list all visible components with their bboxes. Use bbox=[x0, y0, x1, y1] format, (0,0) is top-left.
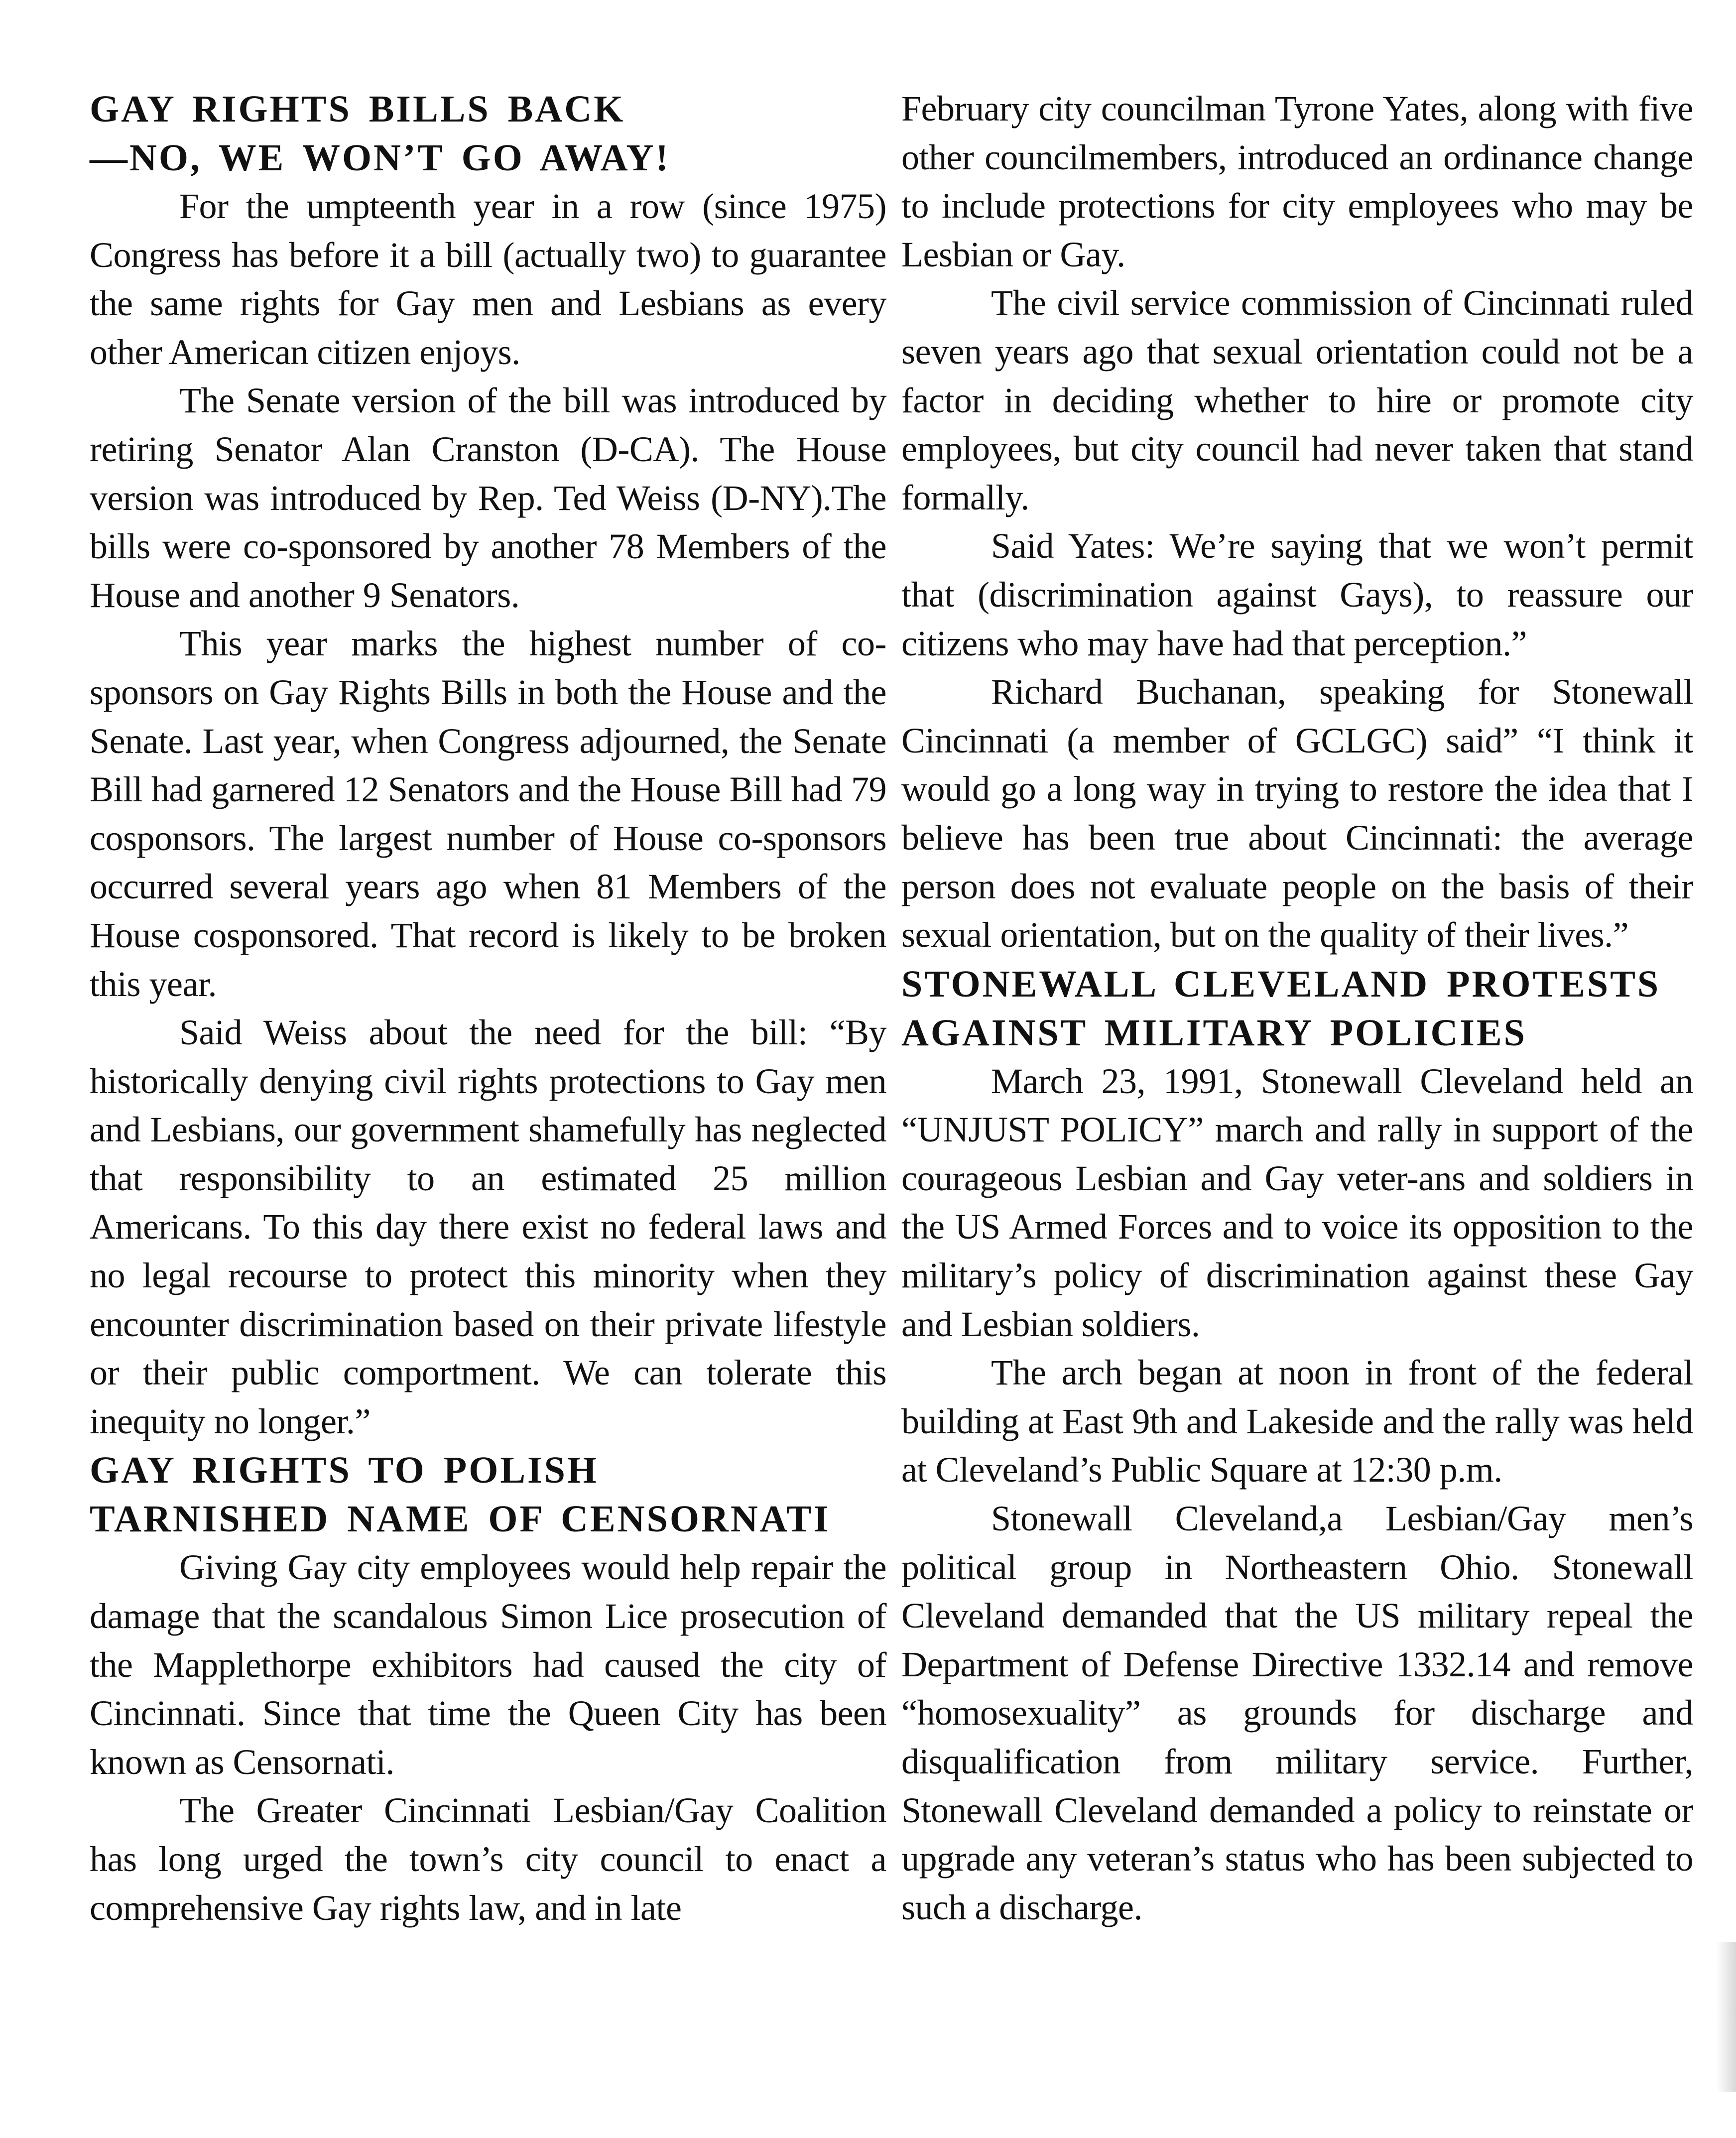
paragraph: The civil service commission of Cincinnati ruled seven years ago that sexual orientation could not be a factor in deciding whether to hire or promote city employees, but city council had never taken that stand formally. bbox=[901, 283, 1693, 517]
headline-line: STONEWALL CLEVELAND PROTESTS bbox=[901, 963, 1661, 1005]
paragraph: Giving Gay city employees would help repair the damage that the scandalous Simon Lice prosecution of the Mapplethorpe exhibitors had caused the city of Cincinnati. Since that time the Queen City has been known as Censornati. bbox=[90, 1547, 886, 1782]
article-stonewall-cleveland bbox=[901, 960, 1693, 1932]
article-censornati-continued bbox=[901, 85, 1693, 960]
paragraph: March 23, 1991, Stonewall Cleveland held an “UNJUST POLICY” march and rally in support of the courageous Lesbian and Gay veter-ans and soldiers in the US Armed Forces and to voice its opposition to the military’s policy of discrimination against these Gay and Lesbian soldiers. bbox=[901, 1061, 1693, 1344]
paragraph: The arch began at noon in front of the federal building at East 9th and Lakeside and the rally was held at Cleveland’s Public Square at 12:30 p.m. bbox=[901, 1353, 1693, 1490]
left-column bbox=[90, 85, 886, 1932]
paragraph: For the umpteenth year in a row (since 1975) Congress has before it a bill (actually two) to guarantee the same rights for Gay men and Lesbians as every other American citizen enjoys. bbox=[90, 186, 886, 372]
headline-line: —NO, WE WON’T GO AWAY! bbox=[90, 137, 670, 179]
article-gay-rights-bills bbox=[90, 85, 886, 1446]
paragraph: Stonewall Cleveland,a Lesbian/Gay men’s political group in Northeastern Ohio. Stonewall Cleveland demanded that the US military repeal the Department of Defense Directive 1332.14 and remove “homosexuality” as grounds for discharge and disqualification from military service. Further, Stonewall Cleveland demanded a policy to reinstate or upgrade any veteran’s status who has been subjected to such a discharge. bbox=[901, 1499, 1693, 1927]
article-censornati bbox=[90, 1446, 886, 1932]
paragraph: Said Weiss about the need for the bill: “By historically denying civil rights protections to Gay men and Lesbians, our government shamefully has neglected that responsibility to an estimated 25 million Americans. To this day there exist no federal laws and no legal recourse to protect this minority when they encounter discrimination based on their private lifestyle or their public comportment. We can tolerate this inequity no longer.” bbox=[90, 1012, 886, 1441]
right-column bbox=[901, 85, 1693, 1932]
paragraph: Richard Buchanan, speaking for Stonewall Cincinnati (a member of GCLGC) said” “I think it would go a long way in trying to restore the idea that I believe has been true about Cincinnati: the average person does not evaluate people on the basis of their sexual orientation, but on the quality of their lives.” bbox=[901, 672, 1693, 955]
paragraph: The Senate version of the bill was introduced by retiring Senator Alan Cranston (D-CA). The House version was introduced by Rep. Ted Weiss (D-NY).The bills were co-sponsored by another 78 Members of the House and another 9 Senators. bbox=[90, 380, 886, 615]
paragraph: This year marks the highest number of co-sponsors on Gay Rights Bills in both the House and the Senate. Last year, when Congress adjourned, the Senate Bill had garnered 12 Senators and the House Bill had 79 cosponsors. The largest number of House co-sponsors occurred several years ago when 81 Members of the House cosponsored. That record is likely to be broken this year. bbox=[90, 624, 886, 1004]
scan-edge-shadow bbox=[1716, 1942, 1736, 2092]
paragraph: The Greater Cincinnati Lesbian/Gay Coalition has long urged the town’s city council to enact a comprehensive Gay rights law, and in late bbox=[90, 1790, 886, 1928]
paragraph: Said Yates: We’re saying that we won’t permit that (discrimination against Gays), to reassure our citizens who may have had that perception.” bbox=[901, 526, 1693, 663]
headline-line: GAY RIGHTS BILLS BACK bbox=[90, 88, 625, 130]
headline-line: GAY RIGHTS TO POLISH bbox=[90, 1449, 599, 1492]
headline-line: AGAINST MILITARY POLICIES bbox=[901, 1011, 1527, 1054]
headline-line: TARNISHED NAME OF CENSORNATI bbox=[90, 1498, 831, 1540]
paragraph: February city councilman Tyrone Yates, along with five other councilmembers, introduced an ordinance change to include protections for city employees who may be Lesbian or Gay. bbox=[901, 89, 1693, 274]
